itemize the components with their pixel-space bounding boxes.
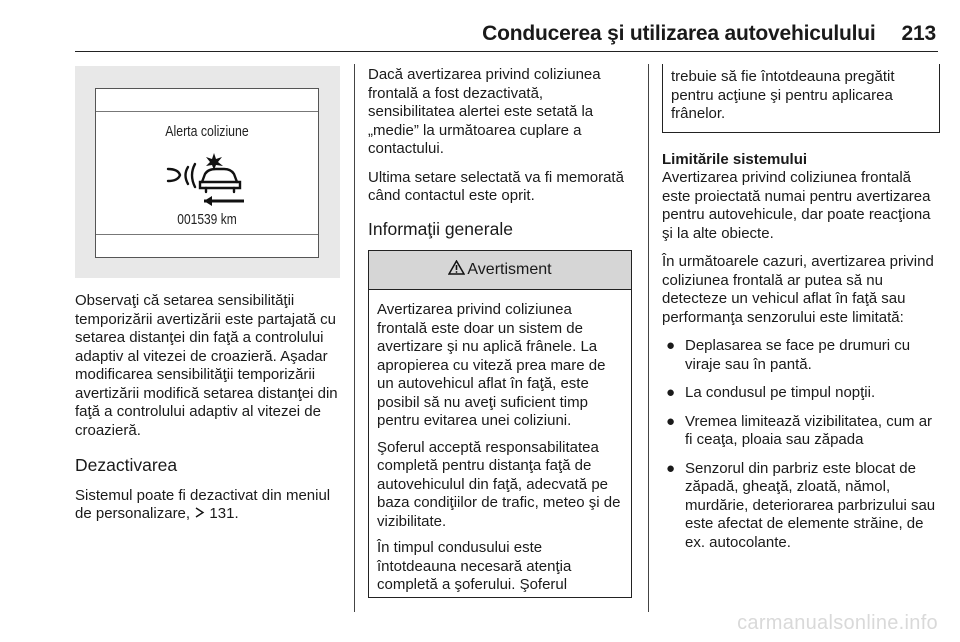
general-info-heading: Informaţii generale bbox=[368, 218, 513, 239]
bullet: ● bbox=[666, 459, 676, 477]
display-title: Alerta coliziune bbox=[165, 123, 249, 140]
display-top-line bbox=[96, 111, 318, 112]
page-reference-arrow-icon[interactable] bbox=[194, 505, 205, 524]
list-item bbox=[662, 384, 940, 403]
column-divider-2 bbox=[648, 64, 649, 612]
bullet: ● bbox=[666, 337, 676, 354]
site-watermark: carmanualsonline.info bbox=[737, 612, 938, 634]
instrument-display bbox=[95, 88, 319, 258]
display-bottom-line bbox=[96, 234, 318, 235]
page-number: 213 bbox=[901, 22, 936, 45]
bullet: ● bbox=[666, 384, 676, 401]
page-reference-link[interactable]: 131. bbox=[209, 505, 239, 522]
list-item bbox=[662, 413, 940, 450]
collision-alert-figure bbox=[75, 66, 340, 278]
setting-memory-paragraph: Ultima setare selectată va fi memorată când contactul este oprit. bbox=[368, 168, 624, 204]
list-item-text: Deplasarea se face pe drumuri cu viraje sau în pantă. bbox=[685, 337, 911, 373]
forward-collision-alert-icon bbox=[164, 151, 254, 211]
bullet: ● bbox=[666, 412, 676, 430]
limitations-list bbox=[662, 337, 940, 552]
warning-paragraph-1: Avertizarea privind coliziunea frontală este doar un sistem de avertizare şi nu aplică frânele. La apropierea cu viteză prea mare de un autovehicul aflat în faţă, este posibil să nu aveţi suficient timp pentru evitarea unei coliziuni. bbox=[377, 301, 606, 429]
warning-box bbox=[368, 250, 632, 598]
warning-header bbox=[368, 250, 632, 290]
limitations-paragraph-2: În următoarele cazuri, avertizarea privind coliziunea frontală ar putea să nu detecteze un vehicul aflat în faţă sau performanţa senzorului este limitată: bbox=[662, 253, 934, 326]
column-divider-1 bbox=[354, 64, 355, 612]
deactivated-sensitivity-paragraph: Dacă avertizarea privind coliziunea frontală a fost dezactivată, sensibilitatea alertei este setată la „medie” la următoarea cuplare a contactului. bbox=[368, 66, 601, 157]
column-2 bbox=[368, 66, 632, 598]
deactivation-heading: Dezactivarea bbox=[75, 455, 178, 475]
warning-box-continued bbox=[662, 64, 940, 133]
list-item bbox=[662, 337, 940, 374]
deactivation-paragraph bbox=[75, 487, 341, 524]
warning-paragraph-3: În timpul condusului este întotdeauna necesară atenţia completă a şoferului. Şoferul bbox=[377, 539, 572, 593]
list-item-text: La condusul pe timpul nopţii. bbox=[685, 384, 876, 401]
deactivation-text: Sistemul poate fi dezactivat din meniul de personalizare, bbox=[75, 486, 331, 522]
list-item bbox=[662, 460, 940, 553]
sensitivity-paragraph: Observaţi că setarea sensibilităţii temporizării avertizării este partajată cu setarea distanţei din faţă a controlului adaptiv al vitezei de croazieră. Aşadar modificarea sensibilităţii temporizării avertizării modifică setarea distanţei din faţă a controlului adaptiv al vitezei de croazieră. bbox=[75, 292, 338, 439]
warning-body bbox=[369, 290, 631, 597]
list-item-text: Senzorul din parbriz este blocat de zăpadă, gheaţă, zloată, nămol, murdărie, deteriorarea parbrizului sau este afectat de elemente străine, de ex. autocolante. bbox=[685, 459, 936, 551]
list-item-text: Vremea limitează vizibilitatea, cum ar fi ceaţa, ploaia sau zăpada bbox=[685, 412, 933, 448]
warning-title: Avertisment bbox=[467, 260, 552, 278]
header-rule bbox=[75, 51, 938, 52]
chapter-title: Conducerea şi utilizarea autovehiculului bbox=[482, 22, 876, 45]
warning-paragraph-2: Şoferul acceptă responsabilitatea completă pentru distanţa faţă de autovehiculul din faţă, adecvată pe baza condiţiilor de trafic, meteo şi de vizibilitate. bbox=[377, 438, 621, 530]
warning-continued-text: trebuie să fie întotdeauna pregătit pentru acţiune şi pentru aplicarea frânelor. bbox=[671, 68, 895, 122]
odometer-reading: 001539 km bbox=[177, 210, 237, 228]
warning-triangle-icon bbox=[448, 260, 465, 281]
column-3 bbox=[662, 64, 940, 562]
page-header bbox=[0, 22, 936, 46]
limitations-paragraph-1: Avertizarea privind coliziunea frontală este proiectată numai pentru avertizarea pentru autovehicule, dar poate reacţiona şi la alte obiecte. bbox=[662, 169, 931, 242]
column-1 bbox=[75, 66, 341, 534]
limitations-heading: Limitările sistemului bbox=[662, 150, 808, 168]
